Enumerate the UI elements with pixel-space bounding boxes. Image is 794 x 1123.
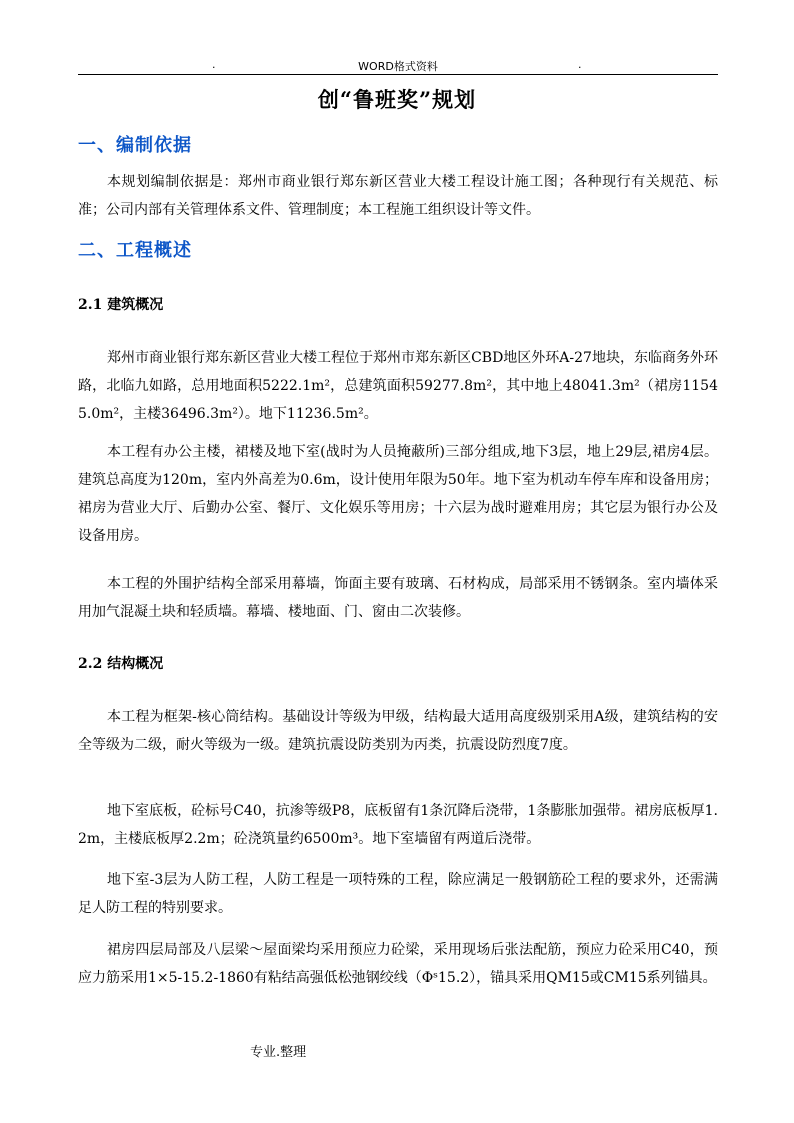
paragraph-structure-4: 裙房四层局部及八层梁～屋面梁均采用预应力砼梁，采用现场后张法配筋，预应力砼采用C40，预应力筋采用1×5-15.2-1860有粘结高强低松弛钢绞线（Φˢ15.2），锚具采用QM15或CM15系列锚具。 [78, 942, 718, 986]
header-dot-right: . [578, 58, 582, 71]
subsection-heading-structure: 2.2 结构概况 [78, 656, 164, 672]
paragraph-structure-1: 本工程为框架-核心筒结构。基础设计等级为甲级，结构最大适用高度级别采用A级，建筑结构的安全等级为二级，耐火等级为一级。建筑抗震设防类别为丙类，抗震设防烈度7度。 [78, 709, 718, 753]
paragraph-architecture-1: 郑州市商业银行郑东新区营业大楼工程位于郑州市郑东新区CBD地区外环A-27地块，东临商务外环路，北临九如路，总用地面积5222.1m²，总建筑面积59277.8m²，其中地上48041.3m²（裙房11545.0m²，主楼36496.3m²）。地下11236.5m²。 [78, 350, 718, 422]
page-footer: 专业.整理 [250, 1045, 307, 1060]
paragraph-architecture-2: 本工程有办公主楼，裙楼及地下室(战时为人员掩蔽所)三部分组成,地下3层，地上29层,裙房4层。建筑总高度为120m，室内外高差为0.6m，设计使用年限为50年。地下室为机动车停车库和设备用房；裙房为营业大厅、后勤办公室、餐厅、文化娱乐等用房；十六层为战时避难用房；其它层为银行办公及设备用房。 [78, 444, 718, 544]
header-dot-left: . [212, 58, 216, 71]
paragraph-architecture-3: 本工程的外围护结构全部采用幕墙，饰面主要有玻璃、石材构成，局部采用不锈钢条。室内墙体采用加气混凝土块和轻质墙。幕墙、楼地面、门、窗由二次装修。 [78, 576, 718, 620]
page-header [78, 55, 718, 75]
document-title: 创“鲁班奖”规划 [317, 87, 477, 112]
paragraph-basis: 本规划编制依据是：郑州市商业银行郑东新区营业大楼工程设计施工图；各种现行有关规范、标准；公司内部有关管理体系文件、管理制度；本工程施工组织设计等文件。 [78, 174, 718, 218]
section-heading-basis: 一、编制依据 [78, 135, 192, 156]
paragraph-structure-3: 地下室-3层为人防工程，人防工程是一项特殊的工程，除应满足一般钢筋砼工程的要求外，还需满足人防工程的特别要求。 [78, 872, 718, 916]
header-text: WORD格式资料 [358, 60, 438, 73]
section-heading-overview: 二、工程概述 [78, 240, 192, 261]
paragraph-structure-2: 地下室底板，砼标号C40，抗渗等级P8，底板留有1条沉降后浇带，1条膨胀加强带。裙房底板厚1.2m，主楼底板厚2.2m；砼浇筑量约6500m³。地下室墙留有两道后浇带。 [78, 803, 718, 847]
subsection-heading-architecture: 2.1 建筑概况 [78, 297, 164, 313]
